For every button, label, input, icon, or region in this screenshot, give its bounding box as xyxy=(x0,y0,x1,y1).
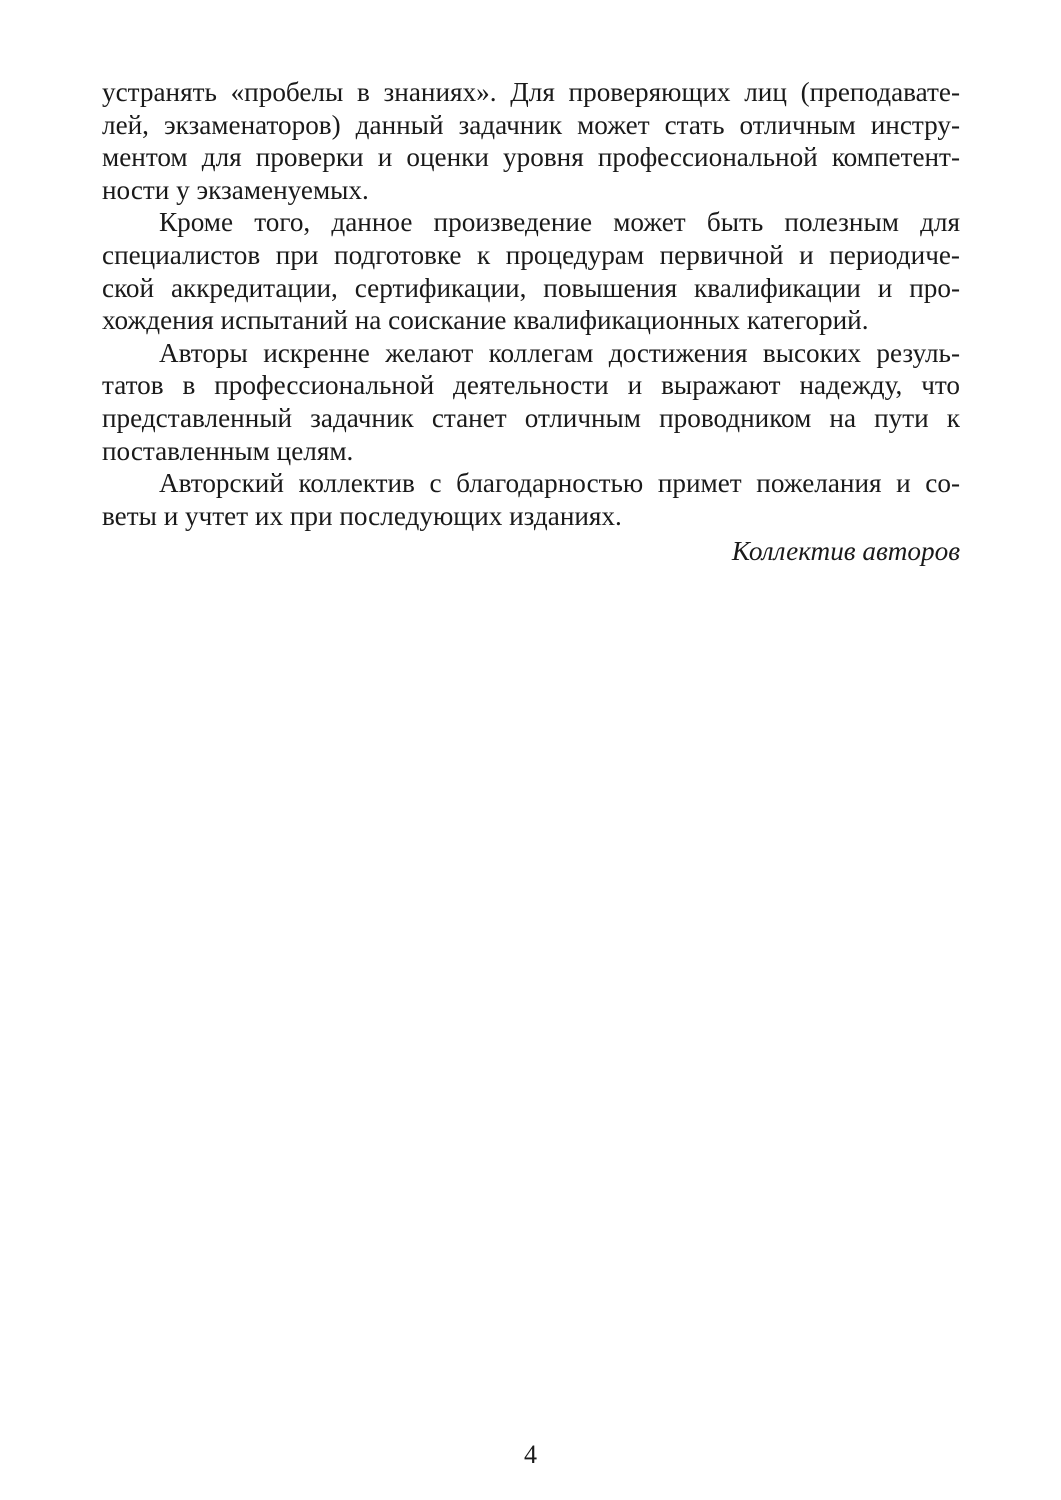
paragraph-4 xyxy=(102,467,960,532)
page-body xyxy=(102,76,960,568)
text-line: поставленным целям. xyxy=(102,435,354,466)
text-line: ности у экзаменуемых. xyxy=(102,174,369,205)
text-line: ской аккредитации, сертификации, повышения квалификации и про- xyxy=(102,272,960,303)
text-line: хождения испытаний на соискание квалификационных категорий. xyxy=(102,305,869,336)
text-line: ментом для проверки и оценки уровня профессиональной компетент- xyxy=(102,142,960,173)
page-number: 4 xyxy=(524,1440,537,1469)
text-line: Кроме того, данное произведение может быть полезным для xyxy=(159,207,960,238)
text-line: представленный задачник станет отличным проводником на пути к xyxy=(102,402,960,433)
text-line: специалистов при подготовке к процедурам первичной и периодиче- xyxy=(102,239,960,270)
paragraph-1 xyxy=(102,76,960,206)
paragraph-3 xyxy=(102,337,960,467)
text-line: устранять «пробелы в знаниях». Для проверяющих лиц (преподавате- xyxy=(102,77,960,107)
text-line: веты и учтет их при последующих изданиях. xyxy=(102,500,622,531)
signature: Коллектив авторов xyxy=(731,536,960,567)
paragraph-2 xyxy=(102,206,960,336)
text-line: лей, экзаменаторов) данный задачник может стать отличным инстру- xyxy=(102,109,960,140)
text-line: Авторы искренне желают коллегам достижения высоких резуль- xyxy=(159,337,960,368)
text-line: татов в профессиональной деятельности и выражают надежду, что xyxy=(102,370,960,401)
text-line: Авторский коллектив с благодарностью примет пожелания и со- xyxy=(159,468,960,499)
